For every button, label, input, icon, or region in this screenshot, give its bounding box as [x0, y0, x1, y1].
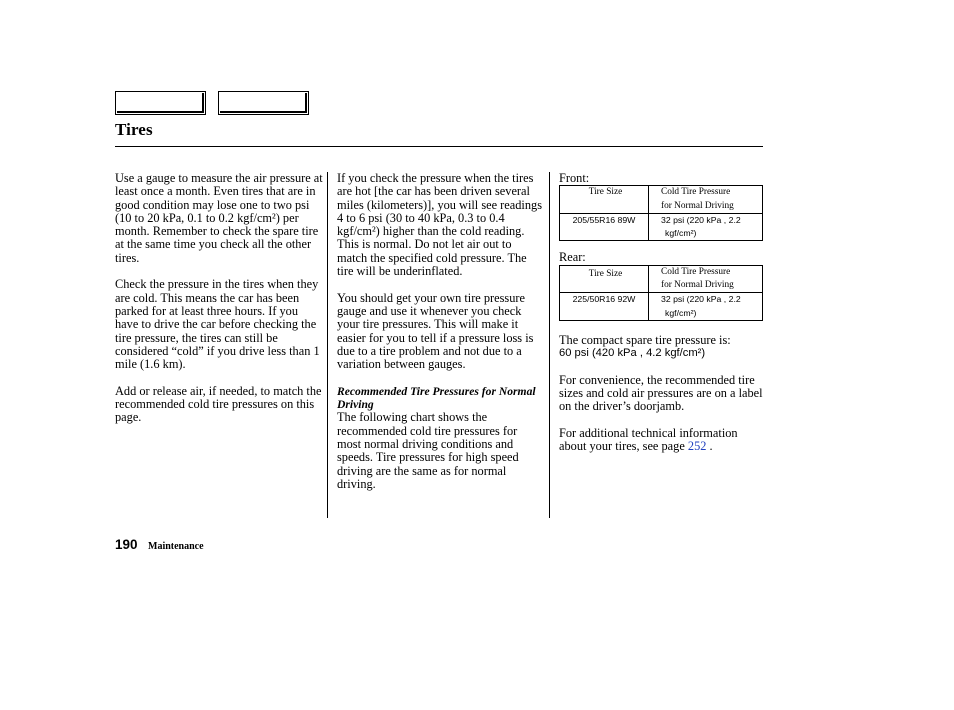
pressure-header-line1: Cold Tire Pressure [661, 266, 731, 277]
column-middle [337, 172, 544, 504]
rear-label: Rear: [559, 250, 586, 265]
table-header-row [560, 186, 763, 214]
table-row [560, 293, 763, 321]
rear-tire-size: 225/50R16 92W [572, 294, 636, 305]
pressure-header-line2: for Normal Driving [661, 200, 734, 211]
rear-pressure-line1: 32 psi (220 kPa , 2.2 [661, 294, 741, 305]
tab-box-left [115, 91, 206, 115]
spare-pressure-value: 60 psi (420 kPa , 4.2 kgf/cm²) [559, 347, 706, 360]
tire-size-header: Tire Size [588, 187, 623, 198]
section-name: Maintenance [148, 541, 204, 552]
pressure-header-line1: Cold Tire Pressure [661, 187, 731, 198]
add-release-paragraph: Add or release air, if needed, to match the recommended cold tire pressures on this page. [115, 383, 322, 425]
front-pressure-line1: 32 psi (220 kPa , 2.2 [661, 214, 741, 225]
rear-pressure-table [559, 265, 763, 321]
pressure-header-line2: for Normal Driving [661, 280, 734, 291]
tire-size-header: Tire Size [588, 268, 623, 279]
page-252-link[interactable]: 252 [687, 439, 707, 454]
table-row [560, 213, 763, 241]
front-pressure-line2: kgf/cm²) [665, 228, 697, 239]
convenience-paragraph: For convenience, the recommended tire sizes and cold air pressures are on a label on the driver’s doorjamb. [559, 372, 763, 414]
table-header-row [560, 265, 763, 293]
own-gauge-paragraph: You should get your own tire pressure gauge and use it whenever you check your tire pressures. This will make it easier for you to tell if a pressure loss is due to a tire problem and not due to a variation between gauges. [337, 290, 534, 372]
spare-pressure-text: The compact spare tire pressure is: [559, 332, 731, 347]
front-label: Front: [559, 171, 590, 185]
tab-box-right [218, 91, 309, 115]
column-right [559, 172, 765, 467]
additional-info-paragraph [559, 427, 765, 454]
recommended-pressures-heading: Recommended Tire Pressures for Normal Driving [337, 384, 536, 412]
column-divider-1 [327, 172, 328, 518]
page-number: 190 [115, 537, 138, 552]
page-title: Tires [115, 120, 153, 139]
cold-check-paragraph: Check the pressure in the tires when they are cold. This means the car has been parked for at least three hours. If you have to drive the car before checking the tire pressure, the tires can still be considered “cold” if you drive less than 1 mile (1.6 km). [115, 277, 320, 372]
additional-info-text: For additional technical information about your tires, see page [559, 426, 738, 454]
rear-pressure-line2: kgf/cm²) [665, 307, 697, 318]
additional-info-period: . [706, 439, 713, 454]
title-rule [115, 146, 763, 147]
hot-tires-paragraph: If you check the pressure when the tires are hot [the car has been driven several miles (kilometers)], you will see readings 4 to 6 psi (30 to 40 kPa, 0.3 to 0.4 kgf/cm²) higher than the cold reading. This is normal. Do not let air out to match the specified cold pressure. The tire will be underinflated. [337, 171, 542, 279]
column-left [115, 172, 323, 438]
front-tire-size: 205/55R16 89W [572, 214, 636, 225]
front-pressure-table [559, 185, 763, 241]
gauge-paragraph: Use a gauge to measure the air pressure at least once a month. Even tires that are in good condition may lose one to two psi (10 to 20 kPa, 0.1 to 0.2 kgf/cm²) per month. Remember to check the spare tire at the same time you check all the other tires. [115, 171, 323, 265]
column-divider-2 [549, 172, 550, 518]
chart-intro-paragraph: The following chart shows the recommended cold tire pressures for most normal driving conditions and speeds. Tire pressures for high speed driving are the same as for normal driving. [337, 410, 519, 491]
